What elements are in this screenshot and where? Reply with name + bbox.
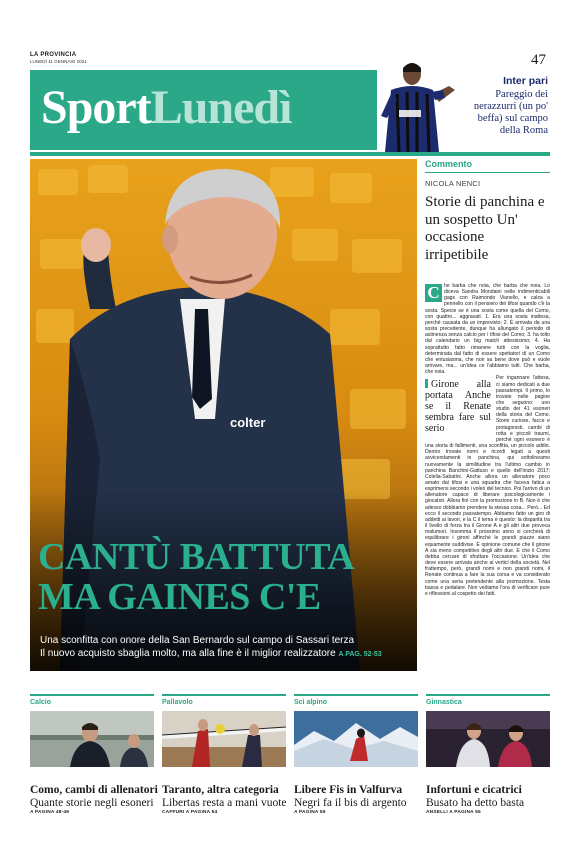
teaser-rule bbox=[294, 694, 418, 696]
bottom-teasers bbox=[30, 694, 550, 824]
teaser-section: Ginnastica bbox=[426, 699, 462, 706]
comment-paragraph-1: he barba che noia, che barba che noia. Lo diceva Sandra Mondaini nelle indimenticabili gags con Raimondo Vianello, e calza a pennello con il pensiero dei tifosi quando c'è la sosta. Specie se è una sosta come quella del Como, con quattro... aggravati. 1. Era una sosta inattesa, perché causata da un imprevisto; 2. È arrivata da una sosta precedente, dunque ha allungato il periodo di astinenza senza calcio per i tifosi del Como; 3. ha tolto dal calendario un big match attesissimo; 4. Ha soprattutto fatto rimanere tutti con la voglia, determinata dal fatto di essere spettatori di un Como che entusiasma, che non sa bene dove può e vuole arrivare, ma... un'idea ce l'abbiamo tutti. Che barba, che noia. bbox=[425, 283, 550, 376]
teaser-ginnastica[interactable] bbox=[426, 694, 550, 824]
teaser-title: Taranto, altra categoria bbox=[162, 784, 279, 796]
teaser-page-ref: A PAGINA 55 bbox=[294, 810, 326, 815]
teaser-section: Calcio bbox=[30, 699, 52, 706]
deck-line-2-text: Il nuovo acquisto sbaglia molto, ma alla fine è il miglior realizzatore bbox=[40, 647, 336, 659]
teaser-title: Libere Fis in Valfurva bbox=[294, 784, 403, 796]
promo-text: Pareggio dei nerazzurri (un po' beffa) sul campo della Roma bbox=[473, 89, 548, 136]
deck-line-1: Una sconfitta con onore della San Bernardo sul campo di Sassari terza bbox=[40, 635, 355, 646]
jacket-logo: colter bbox=[230, 415, 266, 430]
comment-title: Storie di panchina e un sospetto Un' occasione irripetibile bbox=[425, 194, 545, 263]
teaser-page-ref: A PAGINA 48-49 bbox=[30, 810, 70, 815]
page-number: 47 bbox=[531, 52, 546, 68]
teaser-rule bbox=[426, 694, 550, 696]
deck-line-2 bbox=[40, 648, 414, 662]
teaser-page-ref: ANSELLI A PAGINA 55 bbox=[426, 810, 481, 815]
pull-quote-marker bbox=[425, 379, 428, 388]
teaser-subtitle: Negri fa il bis di argento bbox=[294, 797, 407, 809]
teaser-title: Infortuni e cicatrici bbox=[426, 784, 522, 796]
teaser-page-ref: CAFFURI A PAGINA 54 bbox=[162, 810, 218, 815]
teaser-calcio[interactable] bbox=[30, 694, 158, 824]
deck-page-ref[interactable]: A PAG. 52-53 bbox=[338, 650, 382, 658]
teaser-photo-ginnastica bbox=[426, 711, 550, 767]
teaser-photo-sci bbox=[294, 711, 418, 767]
teaser-photo-calcio bbox=[30, 711, 154, 767]
teaser-subtitle: Busato ha detto basta bbox=[426, 797, 525, 809]
section-title-sport: Sport bbox=[41, 81, 151, 134]
hero-deck bbox=[40, 635, 414, 661]
teaser-subtitle: Libertas resta a mani vuote bbox=[162, 797, 287, 809]
inter-promo[interactable] bbox=[377, 60, 550, 152]
comment-rule bbox=[425, 172, 550, 173]
section-banner bbox=[30, 70, 415, 150]
teaser-title: Como, cambi di allenatori bbox=[30, 784, 158, 796]
drop-cap: C bbox=[425, 284, 442, 302]
footballer-photo bbox=[377, 60, 459, 152]
section-title-lunedi: Lunedì bbox=[150, 81, 292, 134]
promo-title: Inter pari bbox=[503, 75, 548, 87]
section-title bbox=[41, 76, 291, 140]
masthead-rule bbox=[30, 152, 550, 156]
headline-line-2: MA GAINES C'E bbox=[38, 576, 321, 618]
teaser-subtitle: Quante storie negli esoneri bbox=[30, 797, 154, 809]
comment-author: NICOLA NENCI bbox=[425, 179, 481, 188]
issue-date: LUNEDÌ 11 GENNAIO 2021 bbox=[30, 59, 87, 64]
teaser-photo-pallavolo bbox=[162, 711, 286, 767]
hero-story[interactable] bbox=[30, 159, 417, 671]
comment-label: Commento bbox=[425, 159, 472, 169]
comment-body bbox=[425, 283, 550, 597]
pull-quote bbox=[425, 379, 491, 434]
pull-quote-text: Girone alla portata Anche se il Renate sembra fare sul serio bbox=[425, 379, 491, 435]
comment-column bbox=[425, 159, 550, 671]
teaser-sci-alpino[interactable] bbox=[294, 694, 418, 824]
teaser-section: Sci alpino bbox=[294, 699, 328, 706]
comment-paragraph-2: Per ingannare l'attesa, ci siamo dedicati a due passatempi. Il primo, lo trovate nelle pagine che seguono: uno studio dei 41 esoneri della storia del Como. Storie curiose, facce e protagonisti, cambi di rotta e piccoli traumi, perché ogni esonero è una storia di fallimenti, una sconfitta, un piccolo addio. Dentro trovate nomi e ricordi legati a questi avvicendamenti in panchina, qui sottolineamo nuovamente la similitudine tra l'ultimo cambio in panchina Banchini-Gattuso e quello dell'inizio 2017: Colella-Sabatini. Anche allora un allenatore poco amato dai tifosi e una squadra che faceva fatica a esprimersi secondo i voleri del tecnico. Poi l'arrivo di un allenatore capace di liberare psicologicamente i giocatori. Allora finì con la promozione in B. Non è che adesso dobbiamo prendere la stessa cosa... Però... Ed ecco il secondo passatempo. Abbiamo fatto un giro di addetti ai lavori, e la C il tema è questo: la disparità tra il livello di forza tra il Girone A e gli altri due provoca malumori. Insomma il prossimo anno si cercherà di equilibrare i gironi affinché le grandi piazze siano equamente suddivise. È opinione comune che il girone A sia meno competitivo degli altri due. E che il Como debba cercare di sfruttare l'occasione. Un'idea che deve essere arrivata anche ai vertici della società. Nel frattempo, però, grandi nomi e non grandi nomi, il Renate continua a fare la sua corsa e va considerato come una seria pretendente alla promozione. Testa bassa e pedalare. Non vediamo l'ora di verificare pure e riflessioni al cospetto dei fatti. bbox=[425, 375, 550, 597]
teaser-rule bbox=[162, 694, 286, 696]
hero-headline bbox=[38, 537, 414, 617]
teaser-section: Pallavolo bbox=[162, 699, 193, 706]
publication-name: LA PROVINCIA bbox=[30, 52, 77, 58]
headline-line-1: CANTÙ BATTUTA bbox=[38, 536, 355, 578]
teaser-rule bbox=[30, 694, 154, 696]
teaser-pallavolo[interactable] bbox=[162, 694, 286, 824]
